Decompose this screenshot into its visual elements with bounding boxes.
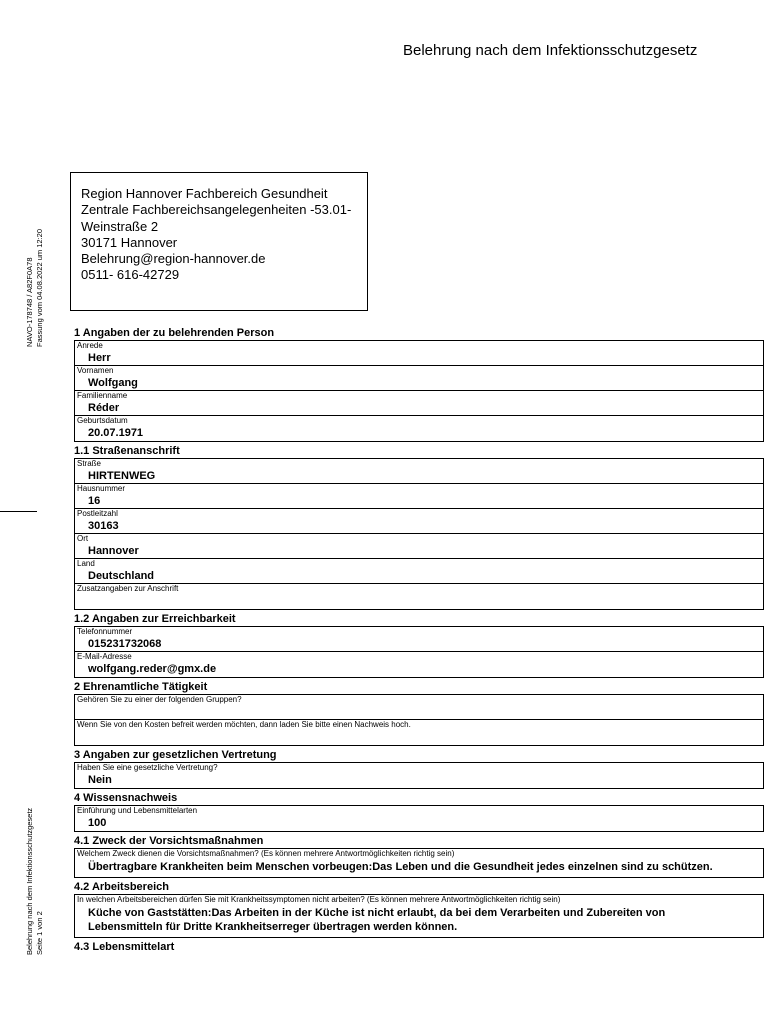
section-heading-legal: 3 Angaben zur gesetzlichen Vertretung	[74, 749, 277, 761]
field-label: Hausnummer	[77, 484, 126, 493]
field-value: Übertragbare Krankheiten beim Menschen vorbeugen:Das Leben und die Gesundheit jedes einzelnen sind zu schützen.	[88, 861, 713, 873]
section-heading-work: 4.2 Arbeitsbereich	[74, 881, 169, 893]
knowledge-group	[74, 805, 764, 832]
field-label: Anrede	[77, 341, 103, 350]
work-group	[74, 894, 764, 938]
work-area-field	[75, 895, 763, 937]
groups-field	[75, 695, 763, 720]
page-number: Seite 1 von 2	[34, 911, 44, 955]
field-value: Herr	[88, 352, 111, 364]
field-label: Ort	[77, 534, 89, 543]
section-heading-knowledge: 4 Wissensnachweis	[74, 792, 178, 804]
field-label: Haben Sie eine gesetzliche Vertretung?	[77, 763, 218, 772]
field-label: Familienname	[77, 391, 128, 400]
legal-representation-field	[75, 763, 763, 788]
address-line: Zentrale Fachbereichsangelegenheiten -53.01-	[81, 202, 352, 218]
purpose-group	[74, 848, 764, 878]
field-label: E-Mail-Adresse	[77, 652, 132, 661]
field-label: Gehören Sie zu einer der folgenden Gruppen?	[77, 695, 242, 704]
zusatz-field	[75, 584, 763, 609]
field-value: Nein	[88, 774, 112, 786]
field-label: Vornamen	[77, 366, 114, 375]
field-label: Geburtsdatum	[77, 416, 128, 425]
form	[74, 326, 764, 954]
fold-mark	[0, 511, 37, 512]
field-label: In welchen Arbeitsbereichen dürfen Sie mit Krankheitssymptomen nicht arbeiten? (Es können mehrere Antwortmöglichkeiten richtig sein)	[77, 895, 561, 904]
footer-title: Belehrung nach dem Infektionsschutzgesetz	[25, 807, 34, 955]
telefon-field	[75, 627, 763, 652]
side-footer	[25, 808, 44, 955]
field-value: HIRTENWEG	[88, 470, 156, 482]
address-line: Region Hannover Fachbereich Gesundheit	[81, 186, 328, 201]
field-value: wolfgang.reder@gmx.de	[88, 663, 217, 675]
field-label: Postleitzahl	[77, 509, 118, 518]
field-value: 20.07.1971	[88, 427, 144, 439]
field-label: Einführung und Lebensmittelarten	[77, 806, 198, 815]
strasse-field	[75, 459, 763, 484]
section-heading-address: 1.1 Straßenanschrift	[74, 445, 180, 457]
hausnummer-field	[75, 484, 763, 509]
recipient-address-box	[70, 172, 368, 311]
field-value: Hannover	[88, 545, 139, 557]
address-group	[74, 458, 764, 610]
purpose-field	[75, 849, 763, 877]
section-heading-food: 4.3 Lebensmittelart	[74, 941, 175, 953]
volunteer-group	[74, 694, 764, 746]
field-value: 30163	[88, 520, 119, 532]
familienname-field	[75, 391, 763, 416]
reference-id: NAVO-178748 / A82F0A78	[25, 257, 34, 347]
version-date: Fassung vom 04.08.2022 um 12:20	[34, 229, 44, 347]
field-value: Küche von Gaststätten:Das Arbeiten in der Küche ist nicht erlaubt, da bei dem Verarbeiten und Zubereiten von Lebensmitteln für Dritte Krankheitserreger übertragen werden können.	[88, 907, 666, 933]
field-value: Réder	[88, 402, 120, 414]
field-value: 015231732068	[88, 638, 162, 650]
contact-group	[74, 626, 764, 678]
side-reference	[25, 229, 44, 347]
section-heading-volunteer: 2 Ehrenamtliche Tätigkeit	[74, 681, 208, 693]
address-line: 0511- 616-42729	[81, 267, 180, 283]
section-heading-purpose: 4.1 Zweck der Vorsichtsmaßnahmen	[74, 835, 264, 847]
vornamen-field	[75, 366, 763, 391]
address-line: 30171 Hannover	[81, 234, 178, 250]
intro-field	[75, 806, 763, 831]
ort-field	[75, 534, 763, 559]
postleitzahl-field	[75, 509, 763, 534]
field-label: Straße	[77, 459, 102, 468]
address-line: Weinstraße 2	[81, 218, 159, 234]
geburtsdatum-field	[75, 416, 763, 441]
address-line: Belehrung@region-hannover.de	[81, 251, 266, 267]
email-field	[75, 652, 763, 677]
field-label: Welchem Zweck dienen die Vorsichtsmaßnahmen? (Es können mehrere Antwortmöglichkeiten richtig sein)	[77, 849, 455, 858]
field-value: Wolfgang	[88, 377, 138, 389]
legal-group	[74, 762, 764, 789]
section-heading-contact: 1.2 Angaben zur Erreichbarkeit	[74, 613, 236, 625]
field-value: 16	[88, 495, 101, 507]
field-label: Telefonnummer	[77, 627, 133, 636]
document-title: Belehrung nach dem Infektionsschutzgesetz	[403, 42, 698, 59]
field-label: Wenn Sie von den Kosten befreit werden möchten, dann laden Sie bitte einen Nachweis hoch.	[77, 720, 411, 729]
land-field	[75, 559, 763, 584]
person-group	[74, 340, 764, 442]
proof-field	[75, 720, 763, 745]
field-label: Zusatzangaben zur Anschrift	[77, 584, 179, 593]
anrede-field	[75, 341, 763, 366]
section-heading-person: 1 Angaben der zu belehrenden Person	[74, 327, 275, 339]
field-label: Land	[77, 559, 95, 568]
field-value: Deutschland	[88, 570, 155, 582]
field-value: 100	[88, 817, 107, 829]
